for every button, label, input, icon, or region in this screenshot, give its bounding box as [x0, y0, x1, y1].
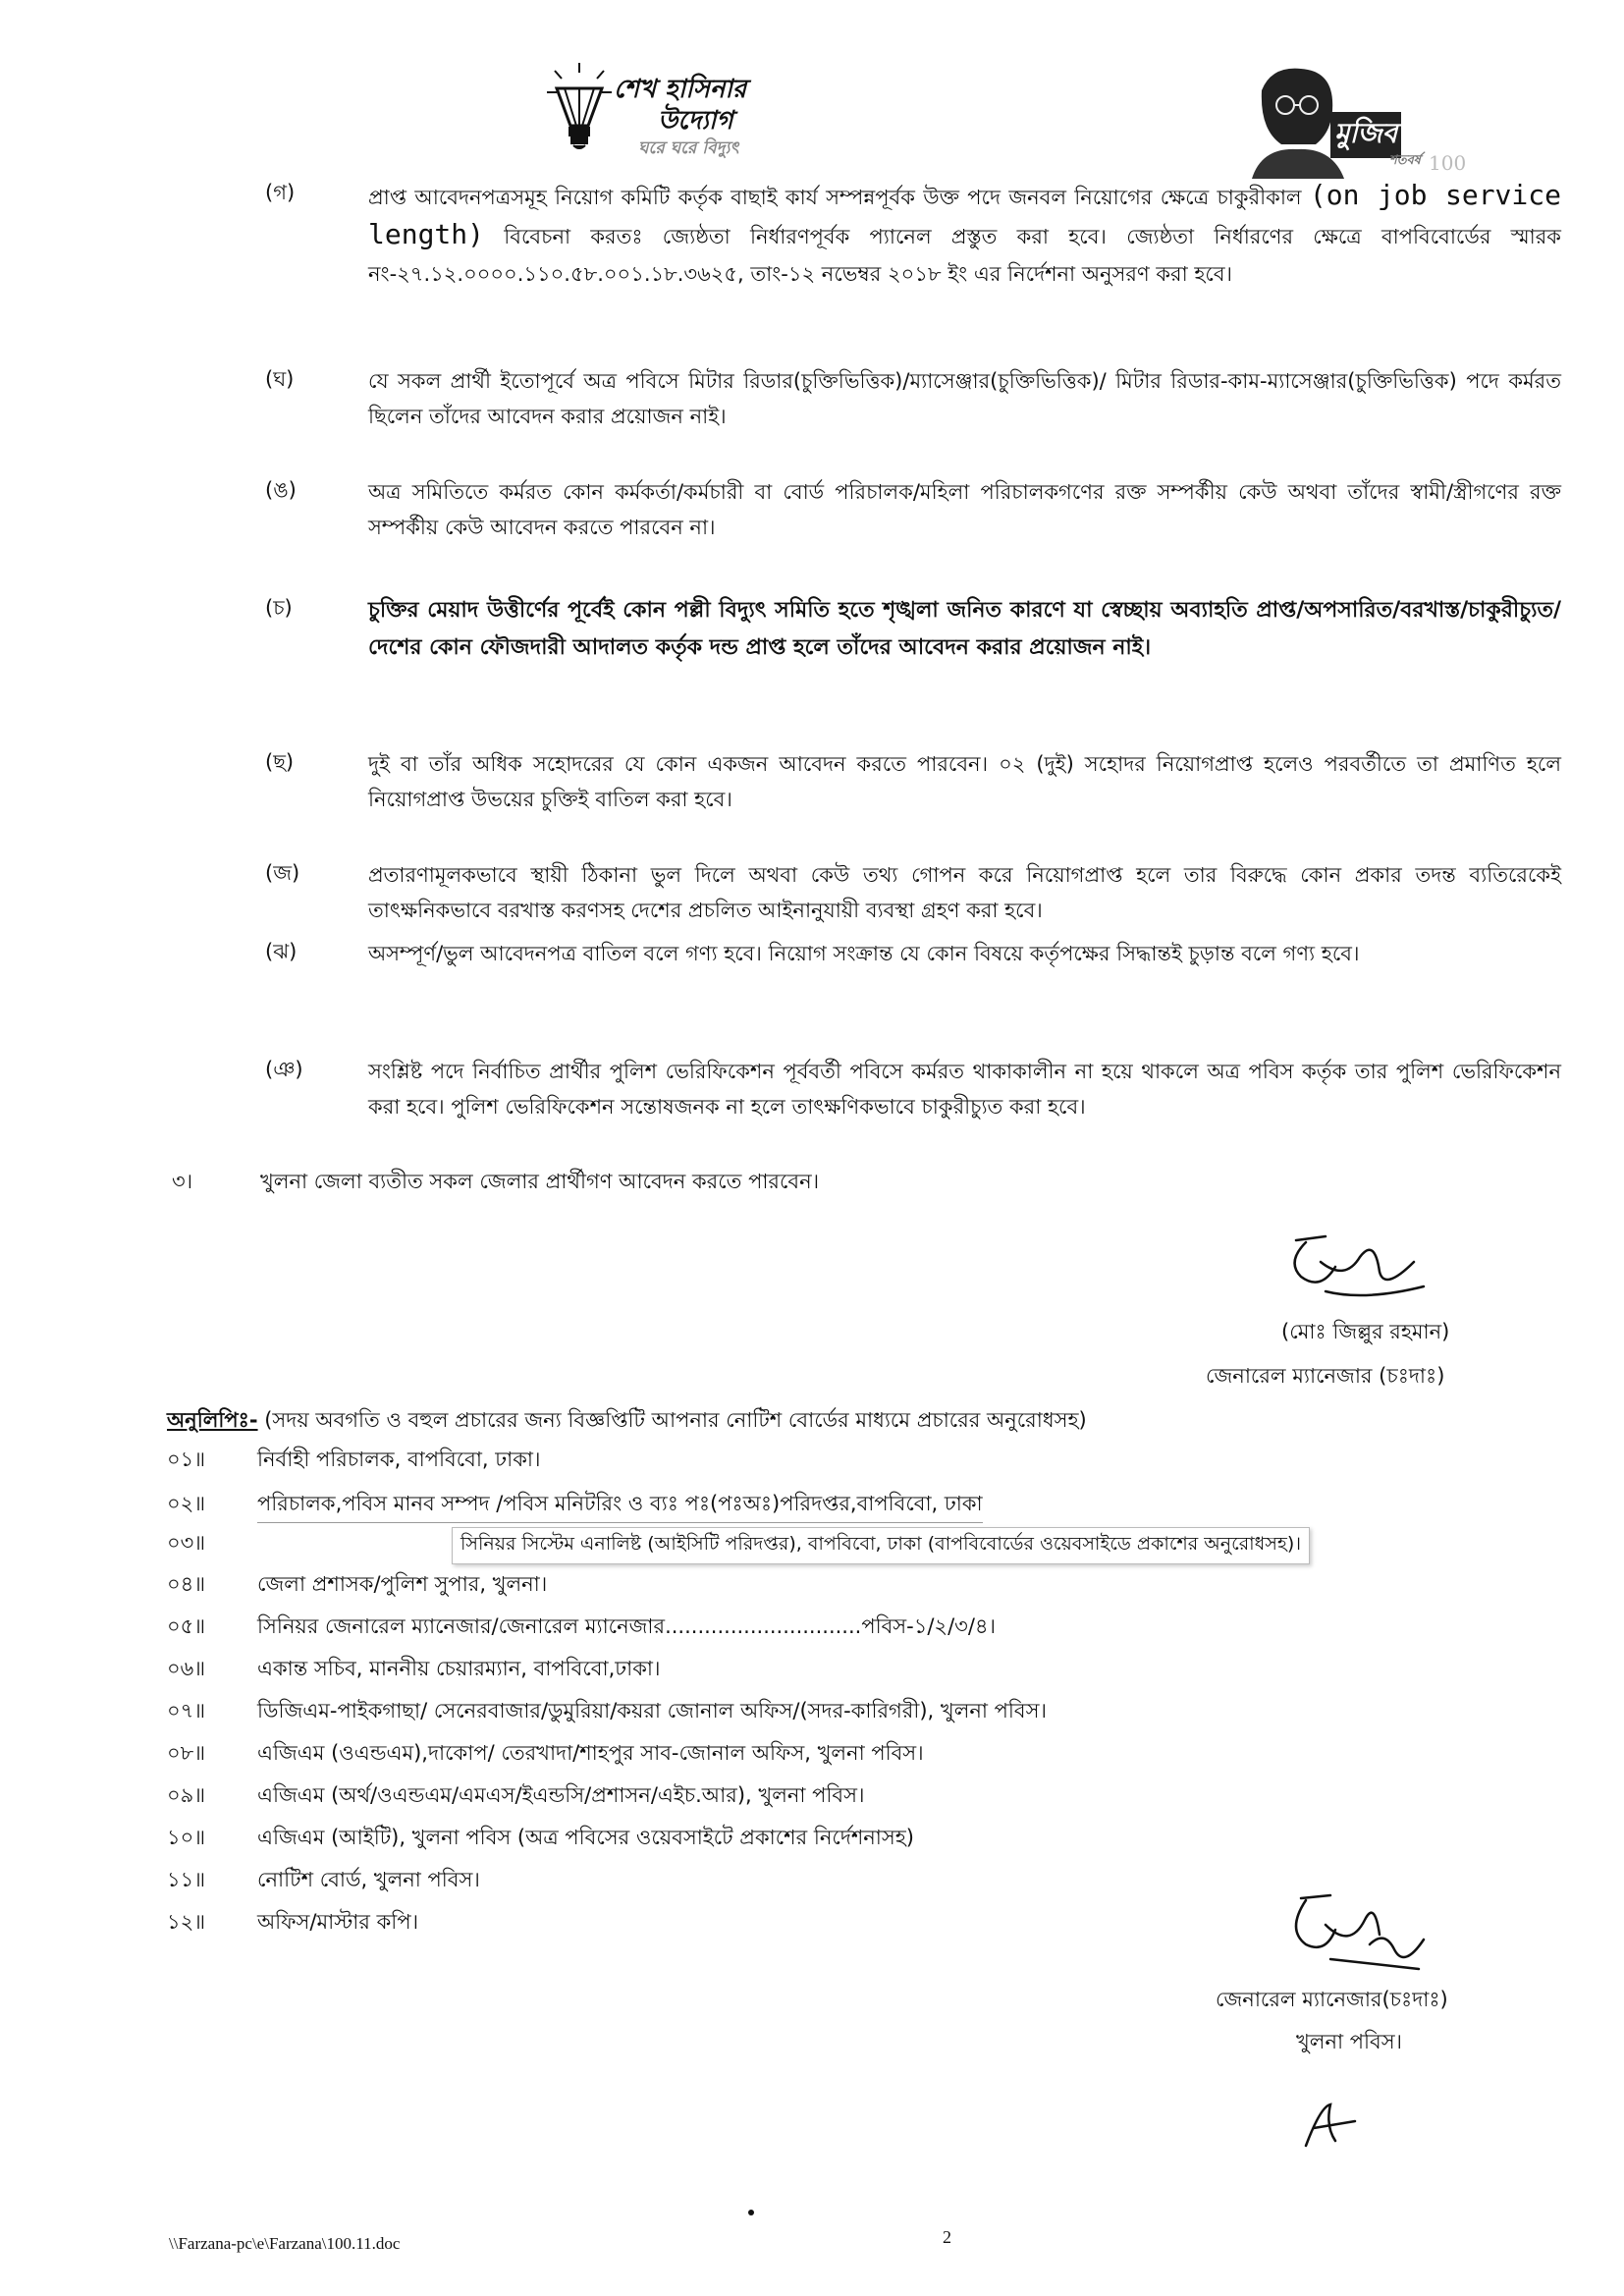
- cc-text: একান্ত সচিব, মাননীয় চেয়ারম্যান, বাপবিবো,ঢাকা।: [257, 1657, 661, 1680]
- clause-text: দুই বা তাঁর অধিক সহোদরের যে কোন একজন আবেদন করতে পারবেন। ০২ (দুই) সহোদর নিয়োগপ্রাপ্ত হলেও পরবর্তীতে তা প্রমাণিত হলে নিয়োগপ্রাপ্ত উভয়ের চুক্তিই বাতিল করা হবে।: [368, 752, 1561, 811]
- cc-number: ১০॥: [167, 1826, 206, 1849]
- signatory-name: (মোঃ জিল্লুর রহমান): [1281, 1320, 1450, 1343]
- cc-heading: অনুলিপিঃ-: [167, 1408, 258, 1432]
- footer-file-path: \\Farzana-pc\e\Farzana\100.11.doc: [169, 2234, 401, 2253]
- clause-text: [368, 177, 1561, 293]
- logo-right-hundred: 100: [1429, 151, 1467, 175]
- cc-number: ০৬॥: [167, 1657, 206, 1680]
- cc-text: অফিস/মাস্টার কপি।: [257, 1910, 419, 1934]
- cc-number: ০২॥: [167, 1492, 206, 1515]
- signature-2-title: জেনারেল ম্যানেজার(চঃদাঃ): [1216, 1988, 1448, 2011]
- clause-text-part: বিবেচনা করতঃ জ্যেষ্ঠতা নির্ধারণপূর্বক প্যানেল প্রস্তুত করা হবে। জ্যেষ্ঠতা নির্ধারণের ক্ষেত্রে বাপবিবোর্ডের স্মারক নং-২৭.১২.০০০০.১১০.৫৮.০০১.১৮.৩৬২৫, তাং-১২ নভেম্বর ২০১৮ ইং এর নির্দেশনা অনুসরণ করা হবে।: [368, 225, 1561, 286]
- cc-text: এজিএম (অর্থ/ওএন্ডএম/এমএস/ইএন্ডসি/প্রশাসন/এইচ.আর), খুলনা পবিস।: [257, 1783, 865, 1807]
- cc-text: নির্বাহী পরিচালক, বাপবিবো, ঢাকা।: [257, 1448, 541, 1471]
- clause-marker: (ঙ): [265, 478, 297, 502]
- clause-marker: (ঝ): [265, 940, 298, 963]
- clause-text: যে সকল প্রার্থী ইতোপূর্বে অত্র পবিসে মিটার রিডার(চুক্তিভিত্তিক)/ম্যাসেঞ্জার(চুক্তিভিত্তিক)/ মিটার রিডার-কাম-ম্যাসেঞ্জার(চুক্তিভিত্তিক) পদে কর্মরত ছিলেন তাঁদের আবেদন করার প্রয়োজন নাই।: [368, 369, 1561, 428]
- initial-mark: [1296, 2097, 1365, 2156]
- footer-page-number: 2: [943, 2227, 951, 2247]
- cc-number: ০৪॥: [167, 1572, 206, 1596]
- cc-text: সিনিয়র জেনারেল ম্যানেজার/জেনারেল ম্যানেজার..............................পবিস-১/২/৩/৪।: [257, 1614, 997, 1638]
- cc-number: ০৫॥: [167, 1614, 206, 1638]
- clause-marker: (চ): [265, 596, 293, 620]
- signature-1-image: [1267, 1232, 1434, 1311]
- bulb-icon: [545, 61, 614, 154]
- signature-2-org: খুলনা পবিস।: [1296, 2030, 1403, 2053]
- cc-text: জেলা প্রশাসক/পুলিশ সুপার, খুলনা।: [257, 1572, 548, 1596]
- cc-text: সিনিয়র সিস্টেম এনালিষ্ট (আইসিটি পরিদপ্তর), বাপবিবো, ঢাকা (বাপবিবোর্ডের ওয়েবসাইডে প্রকাশের অনুরোধসহ)।: [452, 1527, 1310, 1564]
- cc-text: এজিএম (ওএন্ডএম),দাকোপ/ তেরখাদা/শাহপুর সাব-জোনাল অফিস, খুলনা পবিস।: [257, 1741, 924, 1765]
- clause-text: অত্র সমিতিতে কর্মরত কোন কর্মকর্তা/কর্মচারী বা বোর্ড পরিচালক/মহিলা পরিচালকগণের রক্ত সম্পর্কীয় কেউ অথবা তাঁদের স্বামী/স্ত্রীগণের রক্ত সম্পর্কীয় কেউ আবেদন করতে পারবেন না।: [368, 480, 1561, 539]
- logo-left: [545, 61, 830, 169]
- cc-number: ০৯॥: [167, 1783, 206, 1807]
- cc-number: ১১॥: [167, 1868, 206, 1891]
- cc-number: ০১॥: [167, 1448, 206, 1471]
- cc-number: ০৮॥: [167, 1741, 206, 1765]
- cc-text: এজিএম (আইটি), খুলনা পবিস (অত্র পবিসের ওয়েবসাইটে প্রকাশের নির্দেশনাসহ): [257, 1826, 914, 1849]
- logo-left-line2: উদ্যোগ: [658, 106, 733, 136]
- clause-marker: (ছ): [265, 750, 295, 774]
- cc-heading-row: [167, 1404, 1087, 1439]
- signature-2-image: [1276, 1890, 1434, 1979]
- clause-marker: (ঘ): [265, 367, 295, 391]
- clause-text: প্রতারণামূলকভাবে স্থায়ী ঠিকানা ভুল দিলে অথবা কেউ তথ্য গোপন করে নিয়োগপ্রাপ্ত হলে তার বিরুদ্ধে কোন প্রকার তদন্ত ব্যতিরেকেই তাৎক্ষনিকভাবে বরখাস্ত করণসহ দেশের প্রচলিত আইনানুযায়ী ব্যবস্থা গ্রহণ করা হবে।: [368, 863, 1561, 922]
- clause-text: অসম্পূর্ণ/ভুল আবেদনপত্র বাতিল বলে গণ্য হবে। নিয়োগ সংক্রান্ত যে কোন বিষয়ে কর্তৃপক্ষের সিদ্ধান্তই চুড়ান্ত বলে গণ্য হবে।: [368, 942, 1360, 965]
- clause-marker: (ঞ): [265, 1058, 303, 1081]
- clause-text: সংশ্লিষ্ট পদে নির্বাচিত প্রার্থীর পুলিশ ভেরিফিকেশন পূর্ববর্তী পবিসে কর্মরত থাকাকালীন না হয়ে থাকলে অত্র পবিস কর্তৃক তার পুলিশ ভেরিফিকেশন করা হবে। পুলিশ ভেরিফিকেশন সন্তোষজনক না হলে তাৎক্ষণিকভাবে চাকুরীচ্যুত করা হবে।: [368, 1060, 1561, 1119]
- clause-marker: (জ): [265, 861, 300, 885]
- logo-left-line3: ঘরে ঘরে বিদ্যুৎ: [638, 138, 739, 158]
- section-marker: ৩।: [172, 1170, 193, 1193]
- clause-ga: [265, 177, 1561, 314]
- cc-text: নোটিশ বোর্ড, খুলনা পবিস।: [257, 1868, 480, 1891]
- cc-number: ০৩॥: [167, 1531, 206, 1555]
- clause-text: চুক্তির মেয়াদ উত্তীর্ণের পূর্বেই কোন পল্লী বিদ্যুৎ সমিতি হতে শৃঙ্খলা জনিত কারণে যা স্বেচ্ছায় অব্যাহতি প্রাপ্ত/অপসারিত/বরখাস্ত/চাকুরীচ্যুত/দেশের কোন ফৌজদারী আদালত কর্তৃক দন্ড প্রাপ্ত হলে তাঁদের আবেদন করার প্রয়োজন নাই।: [368, 598, 1561, 660]
- logo-right: [1242, 61, 1483, 179]
- section-text: খুলনা জেলা ব্যতীত সকল জেলার প্রার্থীগণ আবেদন করতে পারবেন।: [260, 1170, 820, 1193]
- logo-right-sub: শতবর্ষ: [1389, 153, 1421, 168]
- cc-number: ১২॥: [167, 1910, 206, 1934]
- clause-english-term: (on job service length): [368, 179, 1561, 250]
- cc-text: ডিজিএম-পাইকগাছা/ সেনেরবাজার/ডুমুরিয়া/কয়রা জোনাল অফিস/(সদর-কারিগরী), খুলনা পবিস।: [257, 1699, 1047, 1722]
- signatory-title: জেনারেল ম্যানেজার (চঃদাঃ): [1206, 1364, 1445, 1388]
- cc-text: পরিচালক,পবিস মানব সম্পদ /পবিস মনিটরিং ও ব্যঃ পঃ(পঃঅঃ)পরিদপ্তর,বাপবিবো, ঢাকা: [257, 1488, 983, 1523]
- clause-marker: (গ): [265, 181, 296, 204]
- logo-right-text: মুজিব: [1330, 112, 1401, 158]
- logo-left-line1: শেখ হাসিনার: [614, 75, 747, 104]
- cc-note: (সদয় অবগতি ও বহুল প্রচারের জন্য বিজ্ঞপ্তিটি আপনার নোটিশ বোর্ডের মাধ্যমে প্রচারের অনুরোধসহ): [257, 1408, 1087, 1432]
- dot-mark: [748, 2210, 754, 2215]
- clause-text-part: প্রাপ্ত আবেদনপত্রসমূহ নিয়োগ কমিটি কর্তৃক বাছাই কার্য সম্পন্নপূর্বক উক্ত পদে জনবল নিয়োগের ক্ষেত্রে চাকুরীকাল: [368, 186, 1310, 209]
- cc-number: ০৭॥: [167, 1699, 206, 1722]
